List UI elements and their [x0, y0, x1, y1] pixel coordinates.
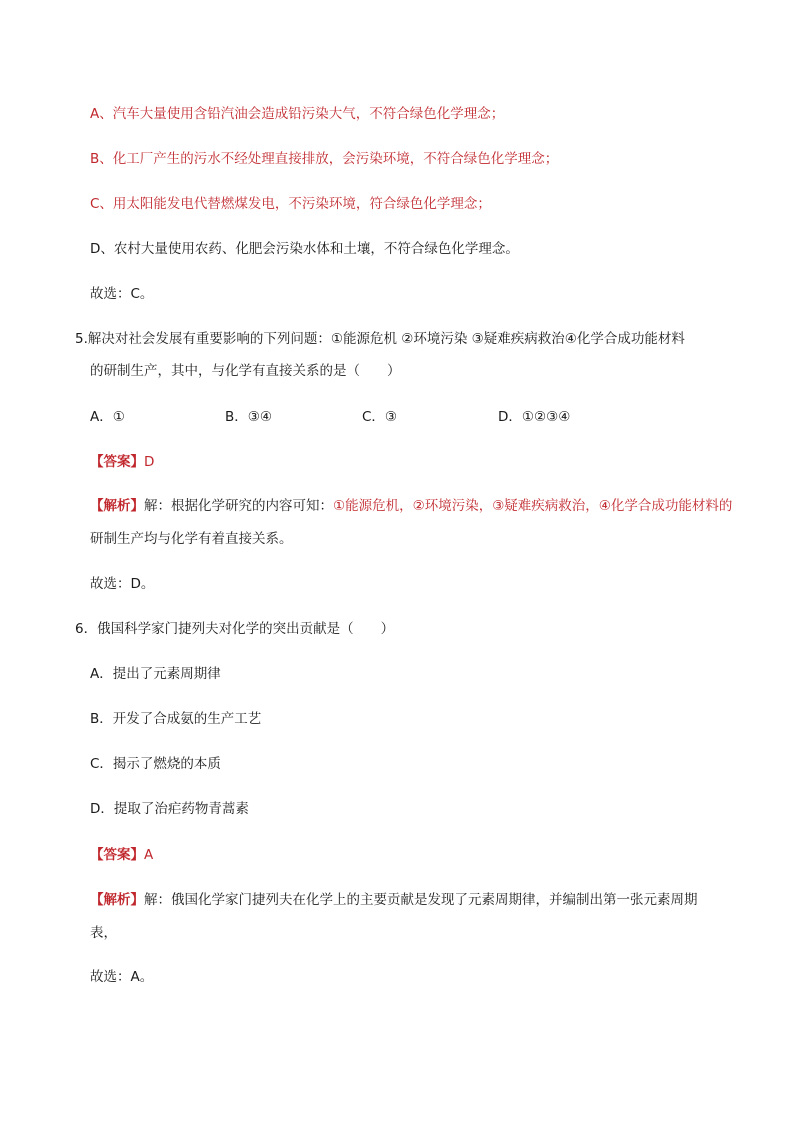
- q5-analysis-tag: 【解析】: [90, 498, 144, 514]
- analysis-option-a: A、汽车大量使用含铅汽油会造成铅污染大气，不符合绿色化学理念；: [90, 106, 505, 122]
- prev-conclusion: 故选：C。: [90, 286, 154, 302]
- q6-analysis-text: 解：俄国化学家门捷列夫在化学上的主要贡献是发现了元素周期律，并编制出第一张元素周期: [144, 892, 698, 908]
- q6-answer-tag: 【答案】: [90, 847, 144, 863]
- q5-option-a: A．①: [90, 409, 125, 425]
- q6-option-a: A．提出了元素周期律: [90, 666, 221, 682]
- q5-analysis-prefix: 解：根据化学研究的内容可知：: [144, 498, 333, 514]
- q6-answer-value: A: [144, 847, 154, 863]
- analysis-option-d: D、农村大量使用农药、化肥会污染水体和土壤，不符合绿色化学理念。: [90, 241, 519, 257]
- q6-option-b: B．开发了合成氨的生产工艺: [90, 711, 262, 727]
- q6-analysis-tag: 【解析】: [90, 892, 144, 908]
- q5-answer-value: D: [144, 454, 155, 470]
- q5-answer: [90, 453, 154, 471]
- q5-analysis-red: ①能源危机，②环境污染，③疑难疾病救治，④化学合成功能材料的: [333, 498, 733, 514]
- q6-option-c: C．揭示了燃烧的本质: [90, 756, 221, 772]
- q5-answer-tag: 【答案】: [90, 454, 144, 470]
- q6-analysis-line2: 表，: [90, 925, 117, 941]
- q5-option-b: B．③④: [225, 409, 272, 425]
- analysis-option-b: B、化工厂产生的污水不经处理直接排放，会污染环境，不符合绿色化学理念；: [90, 151, 559, 167]
- analysis-option-c: C、用太阳能发电代替燃煤发电，不污染环境，符合绿色化学理念；: [90, 196, 491, 212]
- q5-stem-line2: 的研制生产，其中，与化学有直接关系的是（ ）: [90, 363, 401, 379]
- q6-option-d: D．提取了治疟药物青蒿素: [90, 801, 249, 817]
- q5-conclusion: 故选：D。: [90, 576, 155, 592]
- q5-option-c: C．③: [362, 409, 398, 425]
- q6-answer: [90, 846, 153, 864]
- q5-option-d: D．①②③④: [498, 409, 571, 425]
- q5-stem-line1: 5.解决对社会发展有重要影响的下列问题：①能源危机 ②环境污染 ③疑难疾病救治④化学合成功能材料: [75, 331, 685, 347]
- q5-analysis-line2: 研制生产均与化学有着直接关系。: [90, 531, 293, 547]
- q6-stem: 6．俄国科学家门捷列夫对化学的突出贡献是（ ）: [75, 621, 395, 637]
- q5-analysis-line1: [90, 497, 732, 515]
- q6-conclusion: 故选：A。: [90, 969, 154, 985]
- q6-analysis-line1: [90, 891, 698, 909]
